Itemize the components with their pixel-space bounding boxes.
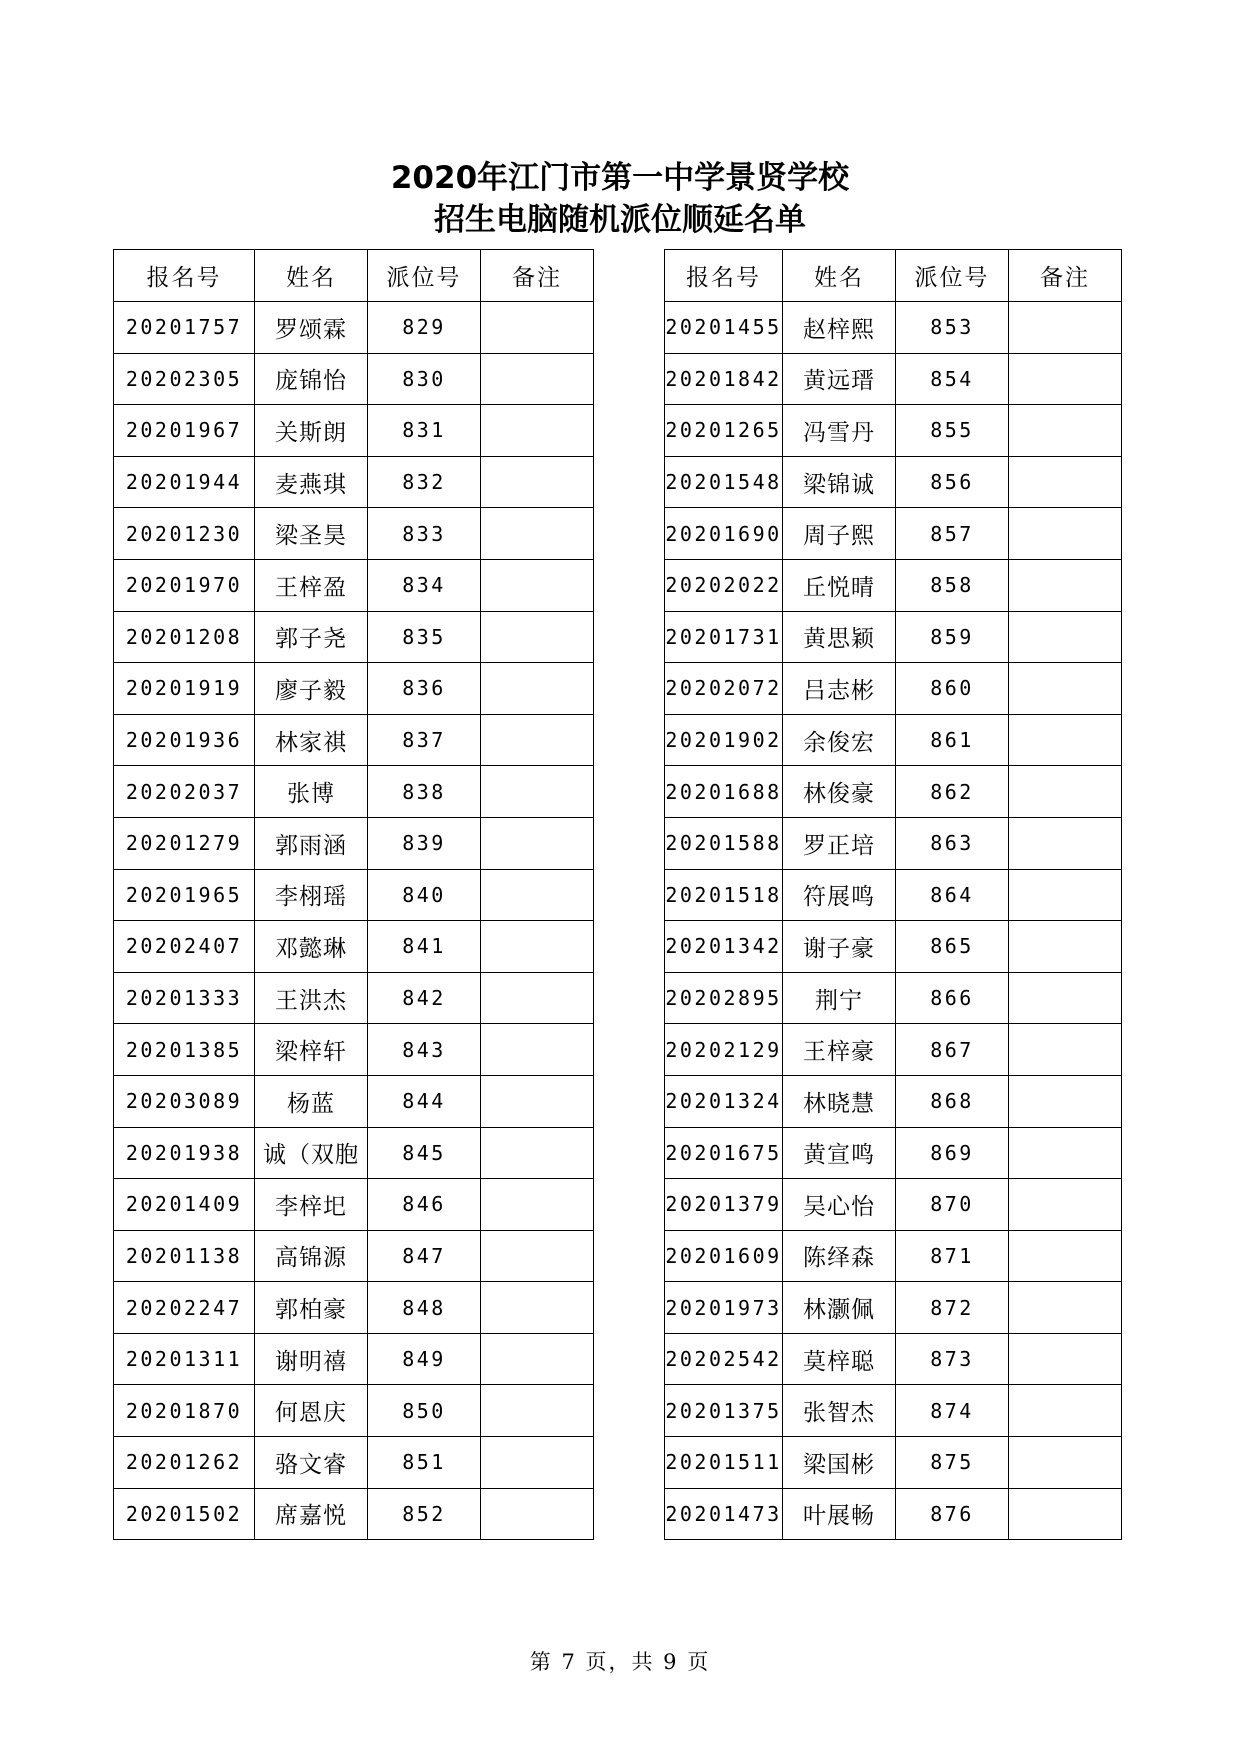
reg-no-cell: 20201385 [114,1024,255,1076]
name-cell: 黄宣鸣 [783,1127,896,1179]
seat-no-cell: 845 [368,1127,481,1179]
page-footer: 第 7 页，共 9 页 [529,1650,711,1674]
name-cell: 罗颂霖 [255,302,368,354]
reg-no-cell: 20201455 [665,302,783,354]
table-row [114,456,594,508]
seat-no-cell: 866 [896,972,1009,1024]
table-row [114,817,594,869]
reg-no-cell: 20202072 [665,663,783,715]
reg-no-cell: 20201279 [114,817,255,869]
name-cell: 关斯朗 [255,405,368,457]
reg-no-cell: 20201690 [665,508,783,560]
reg-no-cell: 20202129 [665,1024,783,1076]
seat-no-cell: 832 [368,456,481,508]
table-row [114,405,594,457]
reg-no-cell: 20201936 [114,714,255,766]
table-row [665,508,1122,560]
name-cell: 麦燕琪 [255,456,368,508]
reg-no-cell: 20201548 [665,456,783,508]
remark-cell [1009,405,1122,457]
reg-no-cell: 20201967 [114,405,255,457]
reg-no-cell: 20201688 [665,766,783,818]
table-row [114,921,594,973]
reg-no-cell: 20201324 [665,1075,783,1127]
name-cell: 梁圣昊 [255,508,368,560]
name-cell: 林晓慧 [783,1075,896,1127]
name-cell: 高锦源 [255,1230,368,1282]
remark-cell [1009,714,1122,766]
table-row [114,1488,594,1540]
reg-no-cell: 20202895 [665,972,783,1024]
seat-no-cell: 846 [368,1179,481,1231]
reg-no-cell: 20201409 [114,1179,255,1231]
name-cell: 邓懿琳 [255,921,368,973]
reg-no-cell: 20201518 [665,869,783,921]
seat-no-cell: 871 [896,1230,1009,1282]
reg-no-cell: 20201970 [114,559,255,611]
seat-no-cell: 873 [896,1333,1009,1385]
table-row [665,1385,1122,1437]
seat-no-cell: 830 [368,353,481,405]
name-cell: 骆文睿 [255,1437,368,1489]
reg-no-cell: 20201588 [665,817,783,869]
reg-no-cell: 20201311 [114,1333,255,1385]
seat-no-cell: 839 [368,817,481,869]
name-cell: 王洪杰 [255,972,368,1024]
reg-no-cell: 20201502 [114,1488,255,1540]
table-row [114,1437,594,1489]
header-name: 姓名 [783,250,896,302]
seat-no-cell: 840 [368,869,481,921]
table-row [114,1127,594,1179]
table-row [114,302,594,354]
seat-no-cell: 833 [368,508,481,560]
remark-cell [481,663,594,715]
seat-no-cell: 850 [368,1385,481,1437]
table-row [665,817,1122,869]
seat-no-cell: 860 [896,663,1009,715]
left-roster-table [113,249,594,1540]
name-cell: 丘悦晴 [783,559,896,611]
seat-no-cell: 835 [368,611,481,663]
name-cell: 黄远瑨 [783,353,896,405]
page-title: 2020年江门市第一中学景贤学校 [390,160,850,196]
reg-no-cell: 20201675 [665,1127,783,1179]
table-row [665,1333,1122,1385]
name-cell: 黄思颖 [783,611,896,663]
name-cell: 赵梓熙 [783,302,896,354]
page-subtitle: 招生电脑随机派位顺延名单 [434,202,806,238]
seat-no-cell: 865 [896,921,1009,973]
remark-cell [481,817,594,869]
header-remark: 备注 [481,250,594,302]
name-cell: 李栩瑶 [255,869,368,921]
remark-cell [1009,1282,1122,1334]
seat-no-cell: 856 [896,456,1009,508]
remark-cell [1009,921,1122,973]
reg-no-cell: 20202022 [665,559,783,611]
reg-no-cell: 20202247 [114,1282,255,1334]
seat-no-cell: 870 [896,1179,1009,1231]
remark-cell [1009,766,1122,818]
reg-no-cell: 20201138 [114,1230,255,1282]
remark-cell [481,1127,594,1179]
table-row [665,1282,1122,1334]
seat-no-cell: 852 [368,1488,481,1540]
reg-no-cell: 20201208 [114,611,255,663]
seat-no-cell: 842 [368,972,481,1024]
name-cell: 廖子毅 [255,663,368,715]
table-header-row [665,250,1122,302]
table-row [665,1437,1122,1489]
reg-no-cell: 20201262 [114,1437,255,1489]
name-cell: 张博 [255,766,368,818]
seat-no-cell: 862 [896,766,1009,818]
header-name: 姓名 [255,250,368,302]
reg-no-cell: 20201333 [114,972,255,1024]
table-row [665,456,1122,508]
seat-no-cell: 829 [368,302,481,354]
remark-cell [481,1333,594,1385]
remark-cell [1009,972,1122,1024]
name-cell: 荆宁 [783,972,896,1024]
seat-no-cell: 848 [368,1282,481,1334]
name-cell: 王梓豪 [783,1024,896,1076]
remark-cell [1009,302,1122,354]
seat-no-cell: 875 [896,1437,1009,1489]
name-cell: 李梓圯 [255,1179,368,1231]
table-row [665,353,1122,405]
table-row [665,405,1122,457]
reg-no-cell: 20201902 [665,714,783,766]
remark-cell [481,1437,594,1489]
header-seat-no: 派位号 [368,250,481,302]
remark-cell [481,559,594,611]
name-cell: 梁锦诚 [783,456,896,508]
reg-no-cell: 20201511 [665,1437,783,1489]
reg-no-cell: 20202407 [114,921,255,973]
seat-no-cell: 863 [896,817,1009,869]
seat-no-cell: 851 [368,1437,481,1489]
reg-no-cell: 20201938 [114,1127,255,1179]
table-row [114,1282,594,1334]
name-cell: 王梓盈 [255,559,368,611]
table-row [665,559,1122,611]
name-cell: 郭雨涵 [255,817,368,869]
remark-cell [481,921,594,973]
seat-no-cell: 836 [368,663,481,715]
table-row [114,508,594,560]
remark-cell [1009,1385,1122,1437]
name-cell: 吴心怡 [783,1179,896,1231]
reg-no-cell: 20201731 [665,611,783,663]
table-row [114,869,594,921]
table-row [665,921,1122,973]
seat-no-cell: 869 [896,1127,1009,1179]
seat-no-cell: 838 [368,766,481,818]
seat-no-cell: 872 [896,1282,1009,1334]
table-row [114,559,594,611]
seat-no-cell: 844 [368,1075,481,1127]
seat-no-cell: 843 [368,1024,481,1076]
table-row [114,1179,594,1231]
remark-cell [1009,1179,1122,1231]
remark-cell [481,456,594,508]
remark-cell [481,611,594,663]
remark-cell [481,353,594,405]
seat-no-cell: 841 [368,921,481,973]
seat-no-cell: 837 [368,714,481,766]
remark-cell [1009,1488,1122,1540]
reg-no-cell: 20202305 [114,353,255,405]
table-row [665,1127,1122,1179]
remark-cell [1009,353,1122,405]
header-remark: 备注 [1009,250,1122,302]
remark-cell [481,714,594,766]
table-row [114,972,594,1024]
table-row [114,353,594,405]
seat-no-cell: 867 [896,1024,1009,1076]
reg-no-cell: 20203089 [114,1075,255,1127]
table-row [665,611,1122,663]
name-cell: 林俊豪 [783,766,896,818]
name-cell: 冯雪丹 [783,405,896,457]
header-reg-no: 报名号 [114,250,255,302]
name-cell: 张智杰 [783,1385,896,1437]
reg-no-cell: 20202542 [665,1333,783,1385]
name-cell: 梁梓轩 [255,1024,368,1076]
remark-cell [1009,1333,1122,1385]
remark-cell [481,1282,594,1334]
name-cell: 谢子豪 [783,921,896,973]
name-cell: 叶展畅 [783,1488,896,1540]
name-cell: 林家祺 [255,714,368,766]
table-row [665,869,1122,921]
name-cell: 何恩庆 [255,1385,368,1437]
name-cell: 吕志彬 [783,663,896,715]
seat-no-cell: 834 [368,559,481,611]
seat-no-cell: 857 [896,508,1009,560]
reg-no-cell: 20201609 [665,1230,783,1282]
name-cell: 庞锦怡 [255,353,368,405]
name-cell: 符展鸣 [783,869,896,921]
table-row [114,1024,594,1076]
reg-no-cell: 20201473 [665,1488,783,1540]
table-row [665,972,1122,1024]
seat-no-cell: 868 [896,1075,1009,1127]
name-cell: 郭子尧 [255,611,368,663]
seat-no-cell: 861 [896,714,1009,766]
seat-no-cell: 854 [896,353,1009,405]
remark-cell [481,1230,594,1282]
name-cell: 周子熙 [783,508,896,560]
remark-cell [1009,663,1122,715]
seat-no-cell: 876 [896,1488,1009,1540]
seat-no-cell: 859 [896,611,1009,663]
remark-cell [481,1385,594,1437]
remark-cell [481,1024,594,1076]
table-row [114,1333,594,1385]
seat-no-cell: 874 [896,1385,1009,1437]
table-row [665,1179,1122,1231]
seat-no-cell: 864 [896,869,1009,921]
remark-cell [1009,559,1122,611]
remark-cell [481,766,594,818]
name-cell: 罗正培 [783,817,896,869]
reg-no-cell: 20201944 [114,456,255,508]
reg-no-cell: 20201375 [665,1385,783,1437]
table-row [665,1075,1122,1127]
remark-cell [1009,1024,1122,1076]
name-cell: 谢明禧 [255,1333,368,1385]
reg-no-cell: 20201265 [665,405,783,457]
table-row [665,302,1122,354]
reg-no-cell: 20201919 [114,663,255,715]
table-row [114,611,594,663]
remark-cell [1009,456,1122,508]
remark-cell [1009,817,1122,869]
reg-no-cell: 20201842 [665,353,783,405]
seat-no-cell: 849 [368,1333,481,1385]
name-cell: 余俊宏 [783,714,896,766]
name-cell: 陈绎森 [783,1230,896,1282]
reg-no-cell: 20202037 [114,766,255,818]
table-row [665,1488,1122,1540]
remark-cell [1009,508,1122,560]
remark-cell [1009,611,1122,663]
remark-cell [1009,1075,1122,1127]
seat-no-cell: 831 [368,405,481,457]
remark-cell [481,869,594,921]
table-row [114,766,594,818]
table-row [114,663,594,715]
remark-cell [1009,1437,1122,1489]
table-row [114,1230,594,1282]
remark-cell [481,508,594,560]
table-row [114,714,594,766]
table-header-row [114,250,594,302]
name-cell: 莫梓聪 [783,1333,896,1385]
table-row [665,663,1122,715]
remark-cell [481,972,594,1024]
table-row [665,1230,1122,1282]
remark-cell [481,1179,594,1231]
reg-no-cell: 20201973 [665,1282,783,1334]
remark-cell [1009,1230,1122,1282]
reg-no-cell: 20201965 [114,869,255,921]
seat-no-cell: 847 [368,1230,481,1282]
header-seat-no: 派位号 [896,250,1009,302]
remark-cell [481,1075,594,1127]
name-cell: 梁国彬 [783,1437,896,1489]
header-reg-no: 报名号 [665,250,783,302]
table-row [114,1075,594,1127]
remark-cell [1009,869,1122,921]
table-row [665,766,1122,818]
table-row [114,1385,594,1437]
remark-cell [1009,1127,1122,1179]
reg-no-cell: 20201230 [114,508,255,560]
remark-cell [481,1488,594,1540]
remark-cell [481,302,594,354]
remark-cell [481,405,594,457]
name-cell: 林灏佩 [783,1282,896,1334]
name-cell: 杨蓝 [255,1075,368,1127]
reg-no-cell: 20201870 [114,1385,255,1437]
name-cell: 郭柏豪 [255,1282,368,1334]
seat-no-cell: 853 [896,302,1009,354]
name-cell: 诚（双胞 [255,1127,368,1179]
table-row [665,1024,1122,1076]
seat-no-cell: 858 [896,559,1009,611]
reg-no-cell: 20201379 [665,1179,783,1231]
name-cell: 席嘉悦 [255,1488,368,1540]
reg-no-cell: 20201342 [665,921,783,973]
table-row [665,714,1122,766]
right-roster-table [664,249,1122,1540]
reg-no-cell: 20201757 [114,302,255,354]
seat-no-cell: 855 [896,405,1009,457]
